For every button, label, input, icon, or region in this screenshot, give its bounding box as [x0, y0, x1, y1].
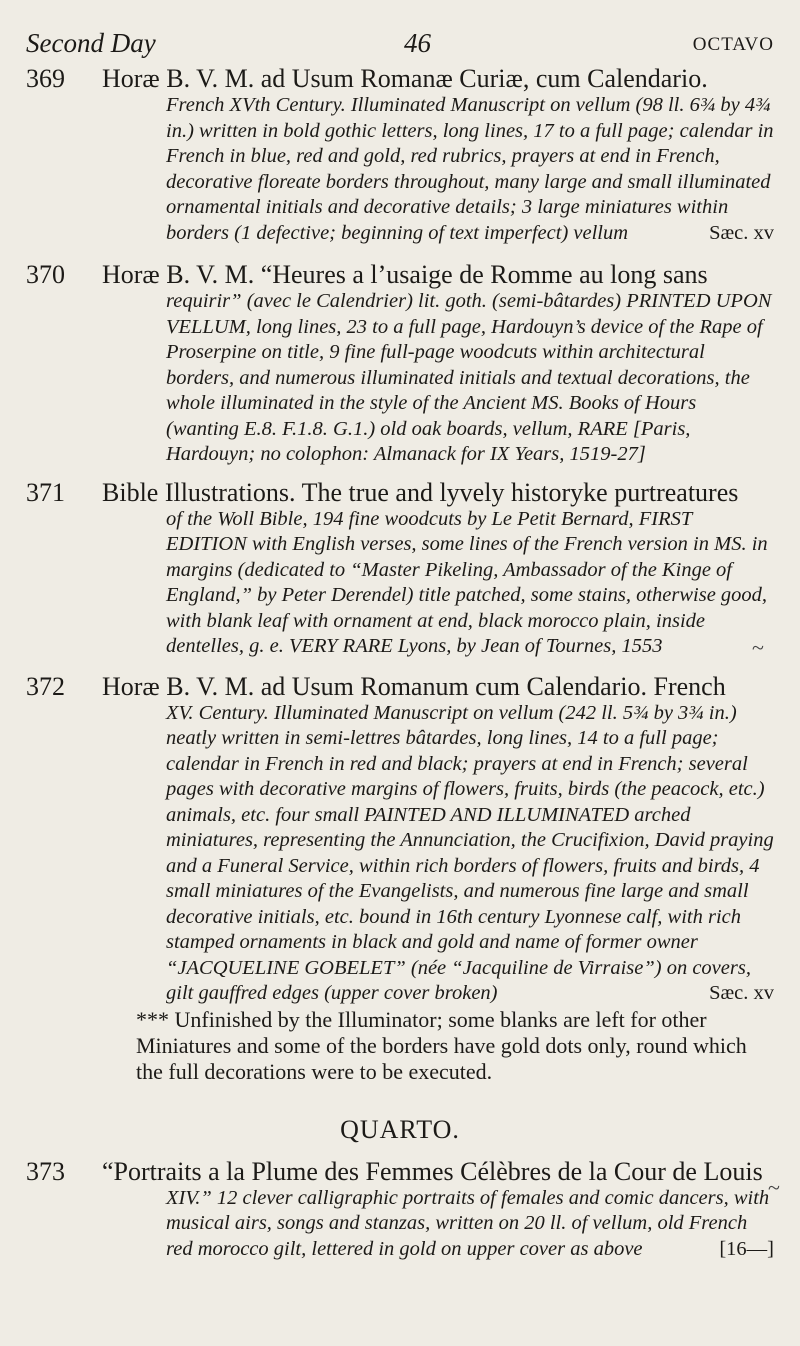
- pencil-mark-icon: ~: [768, 1175, 780, 1200]
- lot-title: Bible Illustrations. The true and lyvely historyke purtreatures: [102, 477, 739, 507]
- pencil-mark-icon: ~: [752, 635, 764, 660]
- lot-reference: [16—]: [719, 1237, 774, 1260]
- lot-reference: Sæc. xv: [709, 982, 774, 1004]
- header-day: Second Day: [26, 28, 156, 58]
- section-heading-quarto: QUARTO.: [340, 1114, 460, 1144]
- lot-title: “Portraits a la Plume des Femmes Célèbres de la Cour de Louis: [102, 1156, 763, 1186]
- lot-description: requirir” (avec le Calendrier) lit. goth. (semi-bâtardes) PRINTED UPON VELLUM, long lines, 23 to a full page, Hardouyn’s device of the Rape of Proserpine on title, 9 fine full-page woodcuts within architectural borders, and numerous illuminated initials and textual decorations, the whole illuminated in the style of the Ancient MS. Books of Hours (wanting E.8. F.1.8. G.1.) old oak boards, vellum, RARE [Paris, Hardouyn; no colophon: Almanack for IX Years, 1519-27]: [166, 290, 772, 465]
- lot-number: 369: [26, 64, 65, 93]
- lot-title: Horæ B. V. M. ad Usum Romanæ Curiæ, cum Calendario.: [102, 64, 708, 93]
- lot-372: [26, 672, 774, 1085]
- lot-number: 373: [26, 1156, 65, 1186]
- lot-description: XV. Century. Illuminated Manuscript on vellum (242 ll. 5¾ by 3¾ in.) neatly written in semi-lettres bâtardes, long lines, 14 to a full page; calendar in French in red and black; prayers at end in French; several pages with decorative margins of flowers, fruits, birds (the peacock, etc.) animals, etc. four small PAINTED AND ILLUMINATED arched miniatures, representing the Annunciation, the Crucifixion, David praying and a Funeral Service, within rich borders of flowers, fruits and birds, 4 small miniatures of the Evangelists, and numerous fine large and small decorative initials, etc. bound in 16th century Lyonnese calf, with rich stamped ornaments in black and gold and name of former owner “JACQUELINE GOBELET” (née “Jacquiline de Virraise”) on covers, gilt gauffred edges (upper cover broken): [166, 701, 774, 1004]
- page-number: 46: [404, 28, 431, 58]
- lot-number: 371: [26, 477, 65, 507]
- lot-number: 370: [26, 260, 65, 289]
- lot-note: *** Unfinished by the Illuminator; some blanks are left for other Miniatures and some of the borders have gold dots only, round which the full decorations were to be executed.: [136, 1006, 747, 1084]
- header-format: OCTAVO: [692, 34, 774, 55]
- lot-reference: Sæc. xv: [709, 221, 774, 244]
- lot-title: Horæ B. V. M. ad Usum Romanum cum Calendario. French: [102, 671, 726, 701]
- lot-description: French XVth Century. Illuminated Manuscript on vellum (98 ll. 6¾ by 4¾ in.) written in bold gothic letters, long lines, 17 to a full page; calendar in French in blue, red and gold, red rubrics, prayers at end in French, decorative floreate borders throughout, many large and small illuminated ornamental initials and decorative details; 3 large miniatures within borders (1 defective; beginning of text imperfect) vellum: [166, 94, 774, 244]
- lot-title: Horæ B. V. M. “Heures a l’usaige de Romme au long sans: [102, 260, 708, 289]
- lot-373: [26, 1157, 774, 1263]
- lot-number: 372: [26, 671, 65, 701]
- lot-description: XIV.” 12 clever calligraphic portraits of females and comic dancers, with musical airs, songs and stanzas, written on 20 ll. of vellum, old French red morocco gilt, lettered in gold on upper cover as above: [166, 1186, 770, 1260]
- lot-371: [26, 478, 774, 660]
- page-header: [26, 20, 774, 60]
- lot-description: of the Woll Bible, 194 fine woodcuts by Le Petit Bernard, FIRST EDITION with English verses, some lines of the French version in MS. in margins (dedicated to “Master Pikeling, Ambassador of the Kinge of England,” by Peter Derendel) title patched, some stains, otherwise good, with blank leaf with ornament at end, black morocco plain, inside dentelles, g. e. VERY RARE Lyons, by Jean of Tournes, 1553: [166, 507, 768, 657]
- lot-369: [26, 64, 774, 246]
- lot-370: [26, 260, 774, 468]
